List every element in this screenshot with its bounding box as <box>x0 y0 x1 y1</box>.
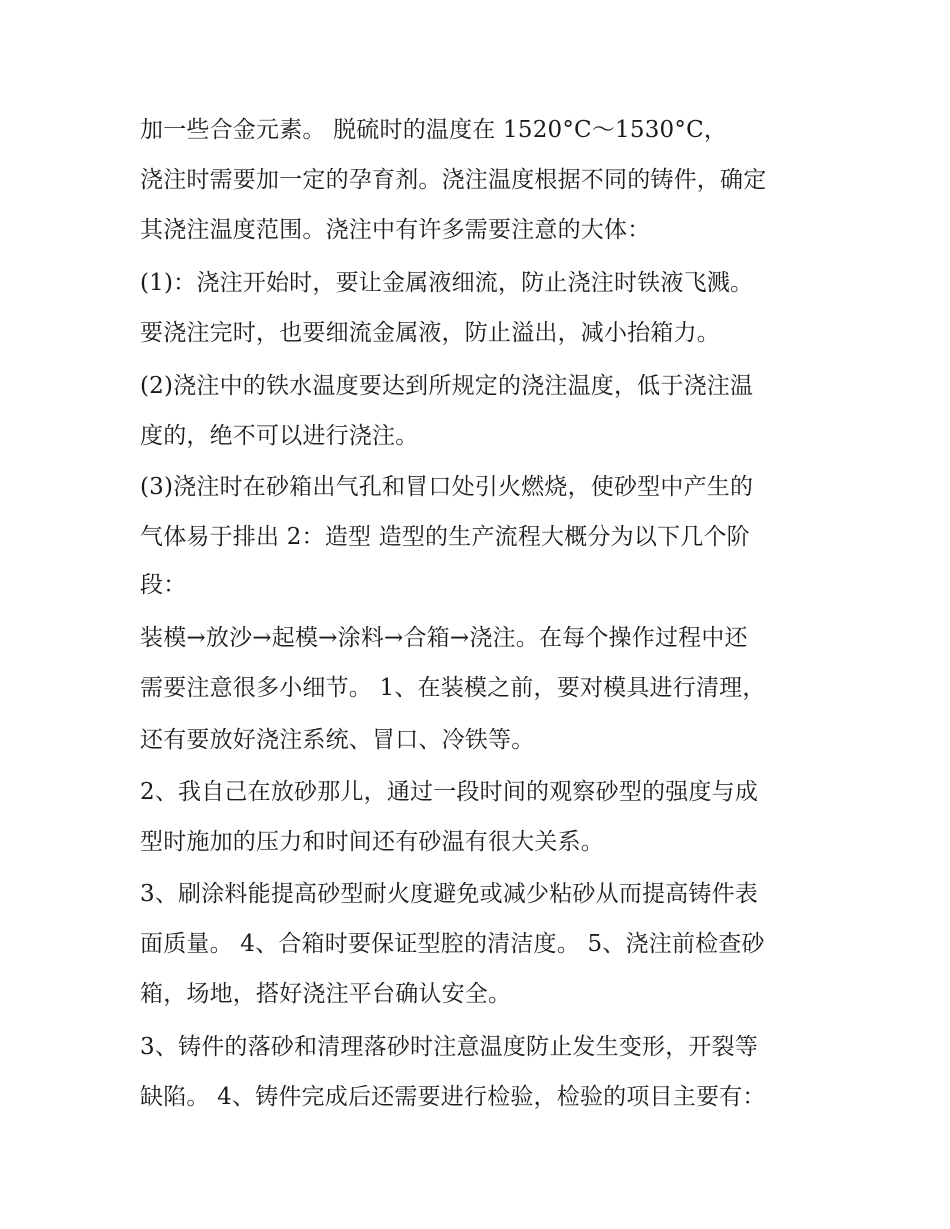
text-line-9: 气体易于排出 2：造型 造型的生产流程大概分为以下几个阶 <box>140 524 750 550</box>
text-line-18: 箱，场地，搭好浇注平台确认安全。 <box>140 981 512 1007</box>
text-line-19: 3、铸件的落砂和清理落砂时注意温度防止发生变形，开裂等 <box>140 1034 759 1060</box>
text-line-7: 度的，绝不可以进行浇注。 <box>140 423 419 449</box>
text-line-11: 装模→放沙→起模→涂料→合箱→浇注。在每个操作过程中还 <box>140 625 748 651</box>
text-line-10: 段： <box>140 572 187 598</box>
text-line-13: 还有要放好浇注系统、冒口、冷铁等。 <box>140 727 535 753</box>
text-line-16: 3、刷涂料能提高砂型耐火度避免或减少粘砂从而提高铸件表 <box>140 881 759 907</box>
text-line-17: 面质量。 4、合箱时要保证型腔的清洁度。 5、浇注前检查砂 <box>140 931 765 957</box>
text-line-12: 需要注意很多小细节。 1、在装模之前，要对模具进行清理， <box>140 675 766 701</box>
text-line-8: (3)浇注时在砂箱出气孔和冒口处引火燃烧，使砂型中产生的 <box>140 474 754 500</box>
text-line-6: (2)浇注中的铁水温度要达到所规定的浇注温度，低于浇注温 <box>140 373 754 399</box>
text-line-5: 要浇注完时，也要细流金属液，防止溢出，减小抬箱力。 <box>140 320 720 346</box>
text-line-14: 2、我自己在放砂那儿，通过一段时间的观察砂型的强度与成 <box>140 779 759 805</box>
text-line-15: 型时施加的压力和时间还有砂温有很大关系。 <box>140 829 604 855</box>
text-line-4: (1)：浇注开始时，要让金属液细流，防止浇注时铁液飞溅。 <box>140 270 754 296</box>
text-line-3: 其浇注温度范围。浇注中有许多需要注意的大体： <box>140 217 651 243</box>
text-line-20: 缺陷。 4、铸件完成后还需要进行检验，检验的项目主要有： <box>140 1084 766 1110</box>
text-line-1: 加一些合金元素。 脱硫时的温度在 1520°C～1530°C， <box>140 117 728 143</box>
text-line-2: 浇注时需要加一定的孕育剂。浇注温度根据不同的铸件，确定 <box>140 167 767 193</box>
